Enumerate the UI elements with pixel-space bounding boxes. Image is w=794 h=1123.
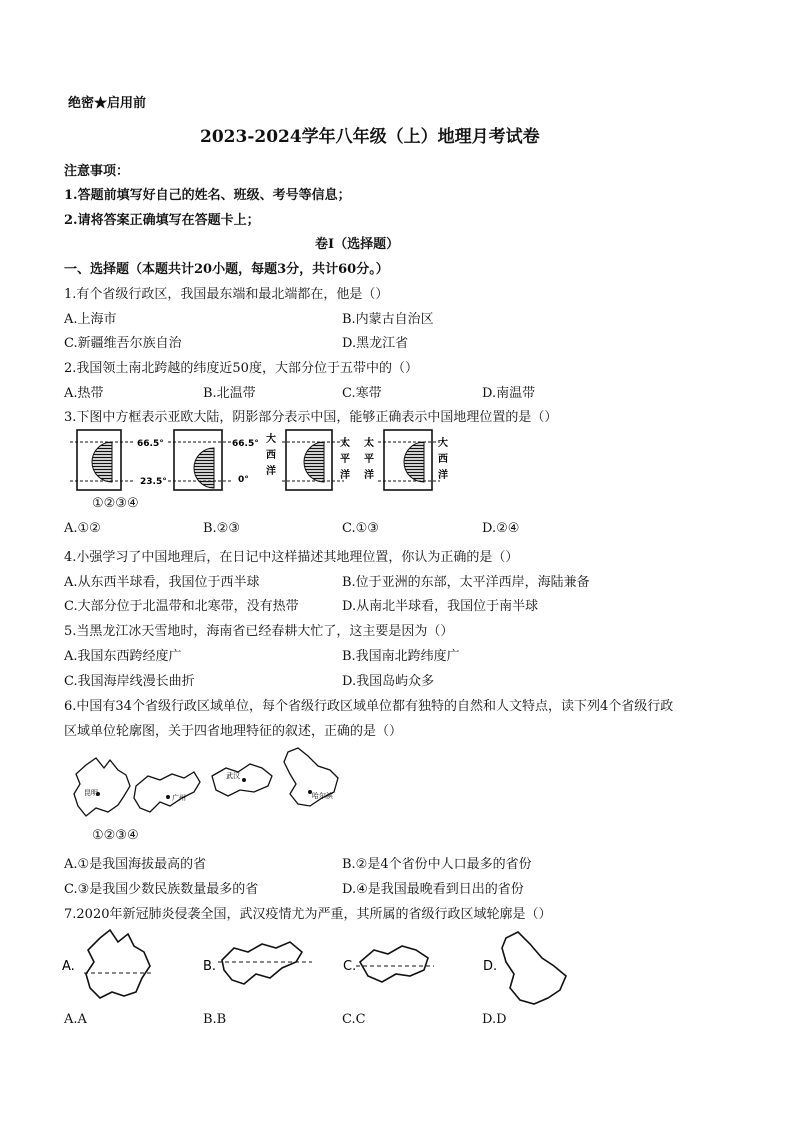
q2-option-c: C.寒带 bbox=[342, 386, 382, 401]
notice-item-1: 1.答题前填写好自己的姓名、班级、考号等信息； bbox=[64, 188, 351, 203]
lat-66-5-label-2: 66.5° bbox=[232, 439, 259, 449]
pacific-1-3: 洋 bbox=[340, 470, 350, 481]
q7-stem: 7.2020年新冠肺炎侵袭全国，武汉疫情尤为严重，其所属的省级行政区域轮廓是（） bbox=[64, 907, 552, 922]
map-label-wuhan: 武汉 bbox=[226, 772, 240, 780]
pacific-2-1: 太 bbox=[364, 438, 374, 449]
q5-option-b: B.我国南北跨纬度广 bbox=[342, 649, 460, 664]
volume-label: 卷Ⅰ（选择题） bbox=[315, 237, 400, 252]
atlantic-right-3: 洋 bbox=[438, 470, 448, 481]
pacific-2-3: 洋 bbox=[364, 470, 374, 481]
q2-option-a: A.热带 bbox=[64, 386, 104, 401]
atlantic-right-1: 大 bbox=[438, 438, 448, 449]
q3-figure-caption: ①②③④ bbox=[92, 496, 139, 511]
lat-66-5-label: 66.5° bbox=[137, 439, 164, 449]
q6-option-a: A.①是我国海拔最高的省 bbox=[64, 857, 207, 872]
map-label-guangzhou: 广州 bbox=[172, 794, 186, 802]
q5-stem: 5.当黑龙江冰天雪地时，海南省已经春耕大忙了，这主要是因为（） bbox=[64, 624, 454, 639]
q2-option-d: D.南温带 bbox=[482, 386, 536, 401]
secret-label: 绝密★启用前 bbox=[68, 96, 147, 111]
atlantic-left-1: 大 bbox=[266, 434, 276, 445]
lat-0-label: 0° bbox=[238, 475, 249, 485]
q5-option-d: D.我国岛屿众多 bbox=[342, 674, 435, 689]
q7-option-a: A.A bbox=[64, 1012, 87, 1027]
q7-option-c: C.C bbox=[342, 1012, 366, 1027]
q6-option-d: D.④是我国最晚看到日出的省份 bbox=[342, 882, 524, 897]
q1-option-c: C.新疆维吾尔族自治 bbox=[64, 336, 182, 351]
q3-stem: 3.下图中方框表示亚欧大陆，阴影部分表示中国，能够正确表示中国地理位置的是（） bbox=[64, 410, 558, 425]
lat-23-5-label: 23.5° bbox=[140, 477, 167, 487]
pacific-1-2: 平 bbox=[340, 454, 350, 465]
atlantic-right-2: 西 bbox=[438, 454, 448, 465]
q3-option-b: B.②③ bbox=[203, 521, 240, 536]
q3-option-d: D.②④ bbox=[482, 521, 520, 536]
q2-option-b: B.北温带 bbox=[203, 386, 256, 401]
atlantic-left-3: 洋 bbox=[266, 466, 276, 477]
q5-option-a: A.我国东西跨经度广 bbox=[64, 649, 182, 664]
pacific-2-2: 平 bbox=[364, 454, 374, 465]
q1-option-d: D.黑龙江省 bbox=[342, 336, 409, 351]
q2-stem: 2.我国领土南北跨越的纬度近50度，大部分位于五带中的（） bbox=[64, 361, 418, 376]
q4-stem: 4.小强学习了中国地理后，在日记中这样描述其地理位置，你认为正确的是（） bbox=[64, 550, 519, 565]
outline-d bbox=[502, 932, 566, 1004]
q6-figure-caption: ①②③④ bbox=[92, 828, 139, 843]
map-label-harbin: 哈尔滨 bbox=[312, 792, 333, 800]
q6-option-b: B.②是4个省份中人口最多的省份 bbox=[342, 857, 532, 872]
q6-stem-line2: 区域单位轮廓图，关于四省地理特征的叙述，正确的是（） bbox=[64, 724, 403, 739]
pacific-1-1: 太 bbox=[340, 438, 350, 449]
outline-c bbox=[360, 946, 428, 982]
q7-option-b: B.B bbox=[203, 1012, 227, 1027]
part-heading: 一、选择题（本题共计20小题，每题3分，共计60分。） bbox=[64, 262, 389, 277]
q3-option-c: C.①③ bbox=[342, 521, 379, 536]
q4-option-d: D.从南北半球看，我国位于南半球 bbox=[342, 599, 539, 614]
atlantic-left-2: 西 bbox=[266, 450, 276, 461]
map-label-kunming: 昆明 bbox=[84, 789, 98, 797]
q7-figure-label-d: D. bbox=[483, 959, 498, 974]
q1-option-b: B.内蒙古自治区 bbox=[342, 312, 434, 327]
q5-option-c: C.我国海岸线漫长曲折 bbox=[64, 674, 195, 689]
q6-option-c: C.③是我国少数民族数量最多的省 bbox=[64, 882, 259, 897]
q4-option-c: C.大部分位于北温带和北寒带，没有热带 bbox=[64, 599, 299, 614]
q6-stem-line1: 6.中国有34个省级行政区域单位，每个省级行政区域单位都有独特的自然和人文特点，读下列4个省级行政 bbox=[64, 699, 674, 714]
outline-b bbox=[222, 942, 302, 984]
outline-a bbox=[86, 930, 150, 998]
q4-option-b: B.位于亚洲的东部，太平洋西岸，海陆兼备 bbox=[342, 575, 590, 590]
q1-option-a: A.上海市 bbox=[64, 312, 117, 327]
q7-figure-label-c: C. bbox=[343, 959, 357, 974]
page-title: 2023-2024学年八年级（上）地理月考试卷 bbox=[200, 127, 540, 147]
notice-item-2: 2.请将答案正确填写在答题卡上； bbox=[64, 213, 260, 228]
q3-option-a: A.①② bbox=[64, 521, 101, 536]
q1-stem: 1.有个省级行政区，我国最东端和最北端都在，他是（） bbox=[64, 287, 389, 302]
q7-figure-label-b: B. bbox=[203, 959, 217, 974]
q4-option-a: A.从东西半球看，我国位于西半球 bbox=[64, 575, 260, 590]
q7-option-d: D.D bbox=[482, 1012, 507, 1027]
notice-heading: 注意事项： bbox=[64, 164, 130, 179]
q7-figure-label-a: A. bbox=[62, 959, 75, 974]
